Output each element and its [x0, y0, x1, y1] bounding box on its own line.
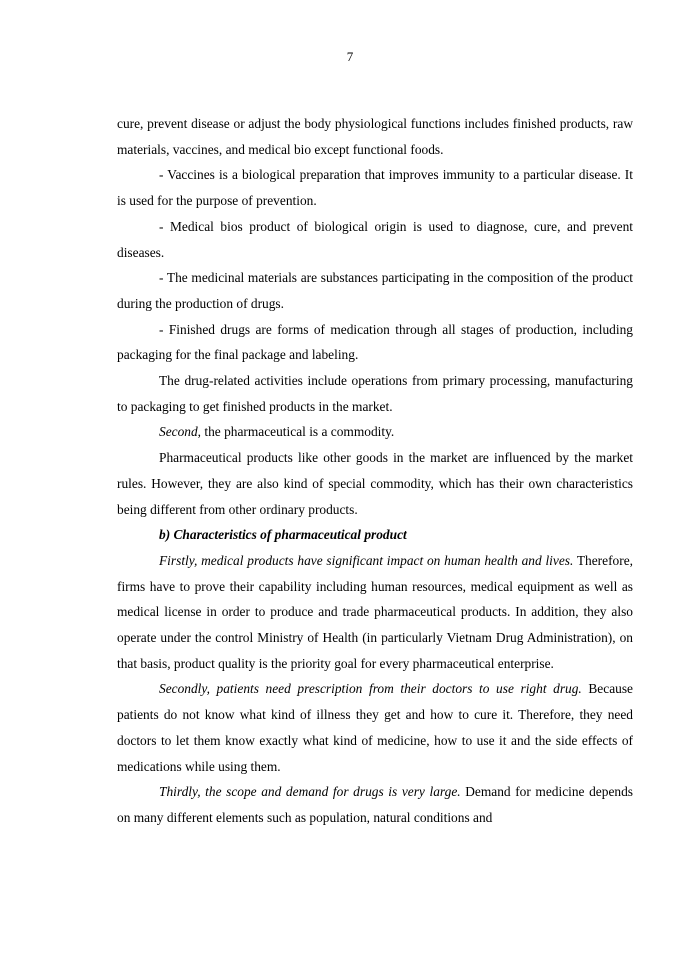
- thirdly-rest: Demand for medicine depends on many different elements such as population, natural conditions and: [117, 784, 633, 825]
- paragraph-continuation: cure, prevent disease or adjust the body physiological functions includes finished products, raw materials, vaccines, and medical bio except functional foods.: [117, 116, 633, 157]
- paragraph-medical-bios: - Medical bios product of biological origin is used to diagnose, cure, and prevent diseases.: [117, 218, 633, 260]
- paragraph-second: [117, 419, 633, 445]
- second-lead: Second: [159, 424, 198, 440]
- document-body: [117, 111, 633, 831]
- paragraph-firstly: [117, 548, 633, 677]
- secondly-rest: Because patients do not know what kind of illness they get and how to cure it. Therefore, they need doctors to let them know exactly what kind of medicine, how to use it and the side effects of medications while using them.: [117, 681, 633, 774]
- firstly-lead: Firstly, medical products have significant impact on human health and lives.: [159, 552, 574, 568]
- paragraph-vaccines: - Vaccines is a biological preparation that improves immunity to a particular disease. It is used for the purpose of prevention.: [117, 167, 633, 209]
- paragraph-market-rules: Pharmaceutical products like other goods in the market are influenced by the market rules. However, they are also kind of special commodity, which has their own characteristics being different from other ordinary products.: [117, 450, 633, 517]
- firstly-rest: Therefore, firms have to prove their capability including human resources, medical equipment as well as medical license in order to produce and trade pharmaceutical products. In addition, they also operate under the control Ministry of Health (in particularly Vietnam Drug Administration), on that basis, product quality is the priority goal for every pharmaceutical enterprise.: [117, 552, 633, 671]
- paragraph-finished-drugs: - Finished drugs are forms of medication through all stages of production, including packaging for the final package and labeling.: [117, 321, 633, 363]
- paragraph-medicinal-materials: - The medicinal materials are substances participating in the composition of the product during the production of drugs.: [117, 270, 633, 311]
- secondly-lead: Secondly, patients need prescription from their doctors to use right drug.: [159, 681, 582, 697]
- paragraph-thirdly: [117, 779, 633, 830]
- thirdly-lead: Thirdly, the scope and demand for drugs is very large.: [159, 784, 461, 800]
- second-rest: , the pharmaceutical is a commodity.: [197, 424, 395, 440]
- paragraph-secondly: [117, 676, 633, 779]
- page-number: 7: [346, 49, 354, 64]
- paragraph-drug-activities: The drug-related activities include operations from primary processing, manufacturing to packaging to get finished products in the market.: [117, 373, 633, 414]
- section-heading: b) Characteristics of pharmaceutical product: [159, 527, 407, 543]
